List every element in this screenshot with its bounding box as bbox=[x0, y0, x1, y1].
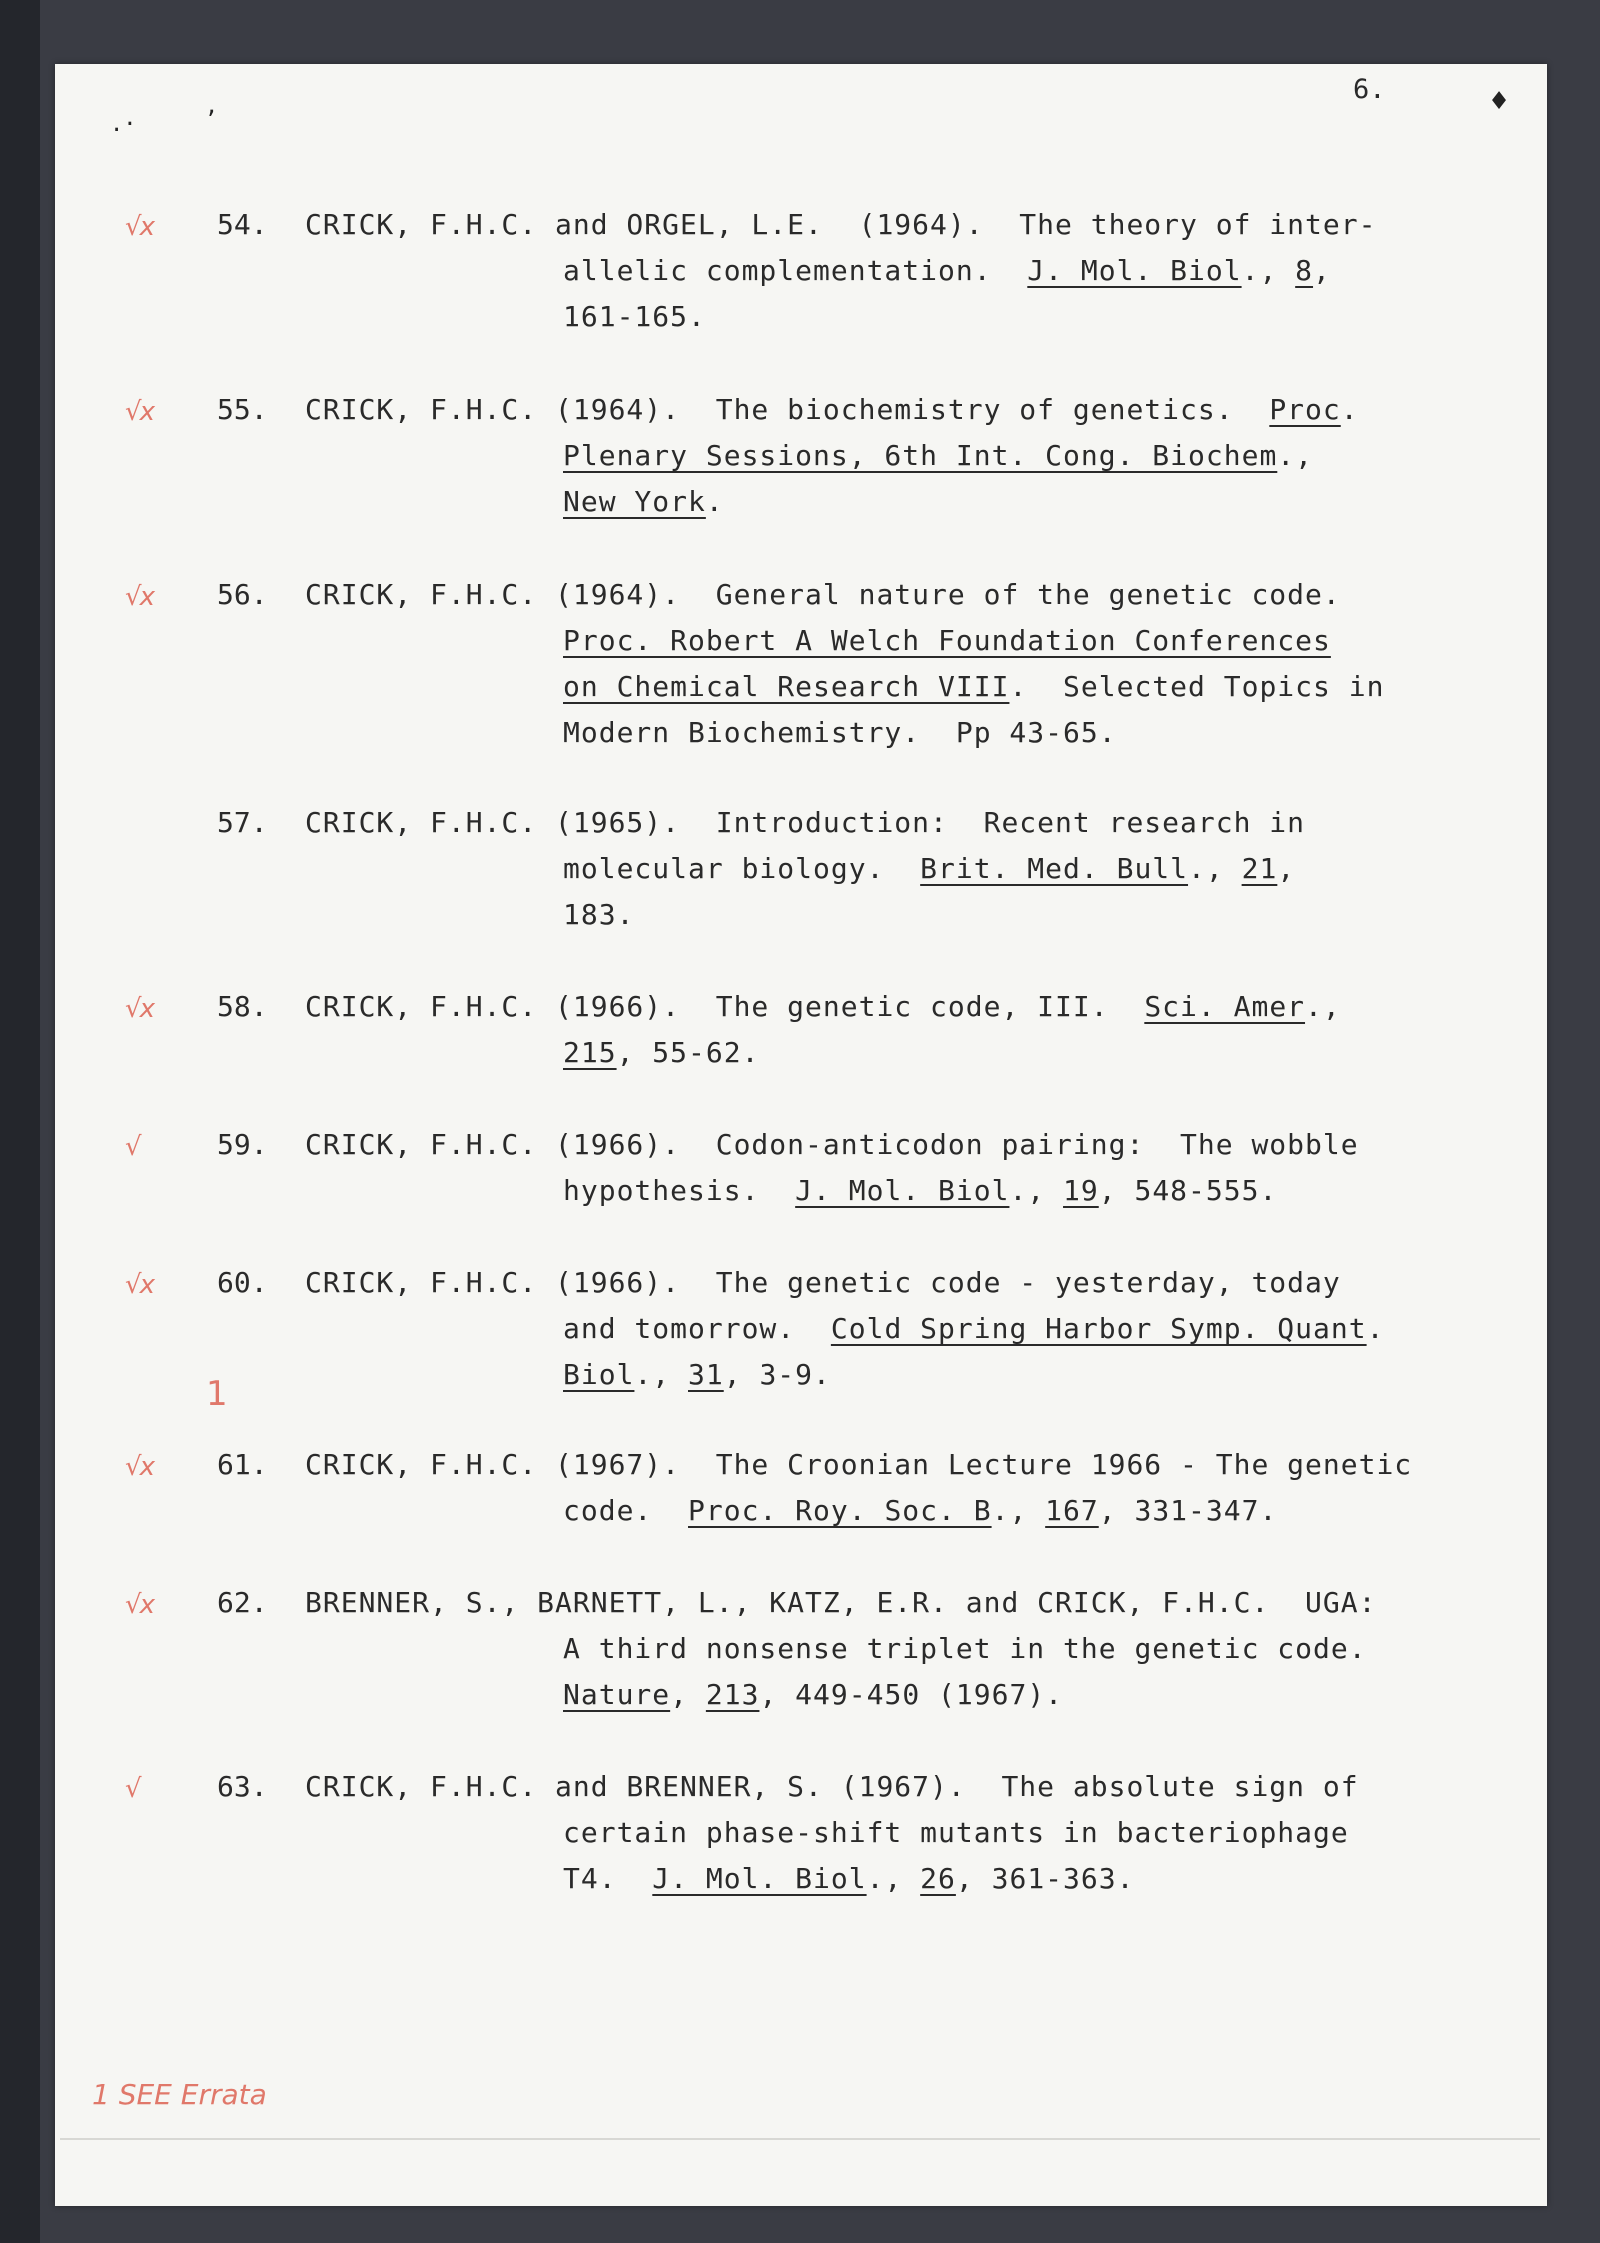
reference-line bbox=[563, 1036, 759, 1069]
reference-line bbox=[563, 1862, 1134, 1895]
reference-line bbox=[305, 1448, 1412, 1481]
citation-text: . bbox=[705, 485, 724, 518]
underlined-citation: Cold Spring Harbor Symp. Quant bbox=[830, 1312, 1367, 1345]
underlined-citation: Proc. Robert A Welch Foundation Conferences bbox=[563, 624, 1331, 657]
underlined-citation: 19 bbox=[1063, 1174, 1099, 1207]
citation-text: CRICK, F.H.C. (1964). General nature of the genetic code. bbox=[305, 578, 1341, 611]
reference-line bbox=[305, 1586, 1376, 1619]
reference-line bbox=[305, 578, 1341, 611]
underlined-citation: 26 bbox=[920, 1862, 956, 1895]
citation-text: molecular biology. bbox=[563, 852, 921, 885]
underlined-citation: 167 bbox=[1045, 1494, 1099, 1527]
citation-text: ., bbox=[634, 1358, 689, 1391]
underlined-citation: 21 bbox=[1241, 852, 1278, 885]
citation-text: , 548-555. bbox=[1098, 1174, 1278, 1207]
underlined-citation: Plenary Sessions, 6th Int. Cong. Biochem bbox=[563, 439, 1278, 472]
entry-number: 56. bbox=[217, 578, 268, 611]
checkmark-annotation: √x bbox=[125, 1452, 153, 1482]
citation-text: 161-165. bbox=[563, 300, 706, 333]
citation-text: CRICK, F.H.C. and ORGEL, L.E. (1964). The theory of inter- bbox=[305, 208, 1377, 241]
citation-text: and tomorrow. bbox=[563, 1312, 831, 1345]
underlined-citation: New York bbox=[563, 485, 706, 518]
citation-text: ., bbox=[866, 1862, 921, 1895]
ink-speck: .· bbox=[110, 112, 137, 137]
reference-line bbox=[563, 1632, 1367, 1665]
annotation-mark: 1 bbox=[206, 1374, 226, 1414]
reference-line bbox=[563, 716, 1117, 749]
citation-text: 183. bbox=[563, 898, 635, 931]
reference-line bbox=[563, 1358, 831, 1391]
citation-text: . bbox=[1366, 1312, 1385, 1345]
underlined-citation: Sci. Amer bbox=[1144, 990, 1306, 1023]
reference-line bbox=[563, 670, 1384, 703]
checkmark-annotation: √x bbox=[125, 397, 153, 427]
reference-line bbox=[563, 1174, 1277, 1207]
citation-text: ., bbox=[1305, 990, 1341, 1023]
reference-line bbox=[305, 1770, 1359, 1803]
underlined-citation: Biol bbox=[563, 1358, 635, 1391]
reference-line bbox=[305, 1128, 1359, 1161]
citation-text: T4. bbox=[563, 1862, 653, 1895]
reference-line bbox=[563, 1816, 1349, 1849]
reference-line bbox=[563, 254, 1331, 287]
citation-text: BRENNER, S., BARNETT, L., KATZ, E.R. and CRICK, F.H.C. UGA: bbox=[305, 1586, 1377, 1619]
checkmark-annotation: √x bbox=[125, 212, 153, 242]
citation-text: hypothesis. bbox=[563, 1174, 796, 1207]
reference-line bbox=[563, 852, 1295, 885]
entry-number: 58. bbox=[217, 990, 268, 1023]
citation-text: ., bbox=[991, 1494, 1046, 1527]
citation-text: CRICK, F.H.C. (1966). The genetic code, III. bbox=[305, 990, 1145, 1023]
reference-line bbox=[563, 624, 1331, 657]
citation-text: , 55-62. bbox=[616, 1036, 760, 1069]
checkmark-annotation: √x bbox=[125, 994, 153, 1024]
citation-text: , 449-450 (1967). bbox=[759, 1678, 1064, 1711]
checkmark-annotation: √x bbox=[125, 582, 153, 612]
ink-speck: ‚ bbox=[205, 94, 219, 119]
entry-number: 63. bbox=[217, 1770, 268, 1803]
citation-text: , bbox=[670, 1678, 706, 1711]
reference-line bbox=[563, 439, 1313, 472]
checkmark-annotation: √x bbox=[125, 1590, 153, 1620]
margin-note: 1 SEE Errata bbox=[92, 2078, 267, 2111]
citation-text: CRICK, F.H.C. and BRENNER, S. (1967). The absolute sign of bbox=[305, 1770, 1359, 1803]
reference-line bbox=[305, 990, 1341, 1023]
underlined-citation: Nature bbox=[563, 1678, 671, 1711]
citation-text: allelic complementation. bbox=[563, 254, 1028, 287]
citation-text: CRICK, F.H.C. (1966). The genetic code - yesterday, today bbox=[305, 1266, 1341, 1299]
entry-number: 60. bbox=[217, 1266, 268, 1299]
citation-text: . Selected Topics in bbox=[1009, 670, 1385, 703]
underlined-citation: J. Mol. Biol bbox=[795, 1174, 1010, 1207]
entry-number: 62. bbox=[217, 1586, 268, 1619]
reference-line bbox=[563, 485, 724, 518]
citation-text: ., bbox=[1277, 439, 1314, 472]
citation-text: ., bbox=[1241, 254, 1296, 287]
citation-text: . bbox=[1340, 393, 1359, 426]
ink-speck: ♦ bbox=[1490, 84, 1509, 119]
citation-text: CRICK, F.H.C. (1967). The Croonian Lecture 1966 - The genetic bbox=[305, 1448, 1413, 1481]
reference-line bbox=[563, 1678, 1063, 1711]
underlined-citation: 8 bbox=[1295, 254, 1314, 287]
citation-text: A third nonsense triplet in the genetic code. bbox=[563, 1632, 1367, 1665]
checkmark-annotation: √x bbox=[125, 1270, 153, 1300]
reference-line bbox=[305, 1266, 1341, 1299]
citation-text: , bbox=[1277, 852, 1296, 885]
checkmark-annotation: √ bbox=[125, 1774, 140, 1804]
underlined-citation: Brit. Med. Bull bbox=[920, 852, 1189, 885]
citation-text: Modern Biochemistry. Pp 43-65. bbox=[563, 716, 1117, 749]
citation-text: CRICK, F.H.C. (1966). Codon-anticodon pairing: The wobble bbox=[305, 1128, 1359, 1161]
reference-line bbox=[305, 806, 1305, 839]
citation-text: CRICK, F.H.C. (1965). Introduction: Recent research in bbox=[305, 806, 1306, 839]
entry-number: 54. bbox=[217, 208, 268, 241]
reference-line bbox=[563, 1494, 1277, 1527]
entry-number: 57. bbox=[217, 806, 268, 839]
underlined-citation: 31 bbox=[688, 1358, 724, 1391]
checkmark-annotation: √ bbox=[125, 1132, 140, 1162]
entry-number: 61. bbox=[217, 1448, 268, 1481]
reference-line bbox=[563, 1312, 1384, 1345]
underlined-citation: 213 bbox=[705, 1678, 760, 1711]
underlined-citation: on Chemical Research VIII bbox=[563, 670, 1010, 703]
reference-line bbox=[563, 898, 634, 931]
entry-number: 55. bbox=[217, 393, 268, 426]
reference-line bbox=[305, 393, 1359, 426]
underlined-citation: J. Mol. Biol bbox=[1027, 254, 1242, 287]
underlined-citation: Proc. Roy. Soc. B bbox=[688, 1494, 992, 1527]
citation-text: , 361-363. bbox=[955, 1862, 1135, 1895]
reference-line bbox=[563, 300, 706, 333]
citation-text: , 3-9. bbox=[723, 1358, 831, 1391]
page-number: 6. bbox=[1353, 74, 1386, 105]
underlined-citation: J. Mol. Biol bbox=[652, 1862, 867, 1895]
page-fold-line bbox=[60, 2138, 1540, 2140]
citation-text: , bbox=[1313, 254, 1331, 287]
underlined-citation: Proc bbox=[1269, 393, 1341, 426]
underlined-citation: 215 bbox=[563, 1036, 617, 1069]
scan-background-edge bbox=[0, 0, 40, 2243]
citation-text: , 331-347. bbox=[1098, 1494, 1278, 1527]
entry-number: 59. bbox=[217, 1128, 268, 1161]
citation-text: CRICK, F.H.C. (1964). The biochemistry of genetics. bbox=[305, 393, 1270, 426]
citation-text: certain phase-shift mutants in bacteriophage bbox=[563, 1816, 1349, 1849]
citation-text: code. bbox=[563, 1494, 689, 1527]
citation-text: ., bbox=[1009, 1174, 1064, 1207]
reference-line bbox=[305, 208, 1376, 241]
citation-text: ., bbox=[1188, 852, 1242, 885]
